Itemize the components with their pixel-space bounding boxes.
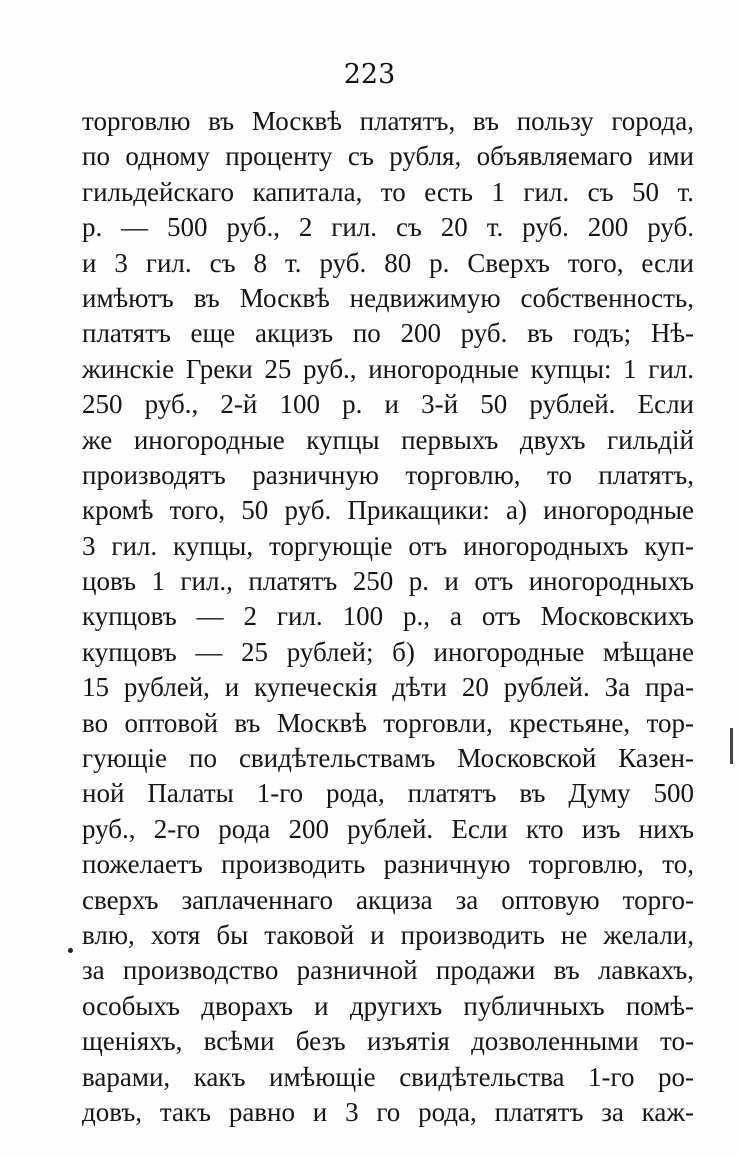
text-line: р. — 500 руб., 2 гил. съ 20 т. руб. 200 руб. <box>82 212 694 243</box>
text-line: купцовъ — 2 гил. 100 р., а отъ Московскихъ <box>82 601 694 632</box>
text-line: щеніяхъ, всѣми безъ изъятія дозволенными то- <box>82 1026 694 1057</box>
text-line: по одному проценту съ рубля, объявляемаго ими <box>82 141 694 172</box>
text-line: гильдейскаго капитала, то есть 1 гил. съ 50 т. <box>82 176 694 207</box>
margin-mark <box>730 728 733 764</box>
text-line: торговлю въ Москвѣ платятъ, въ пользу города, <box>82 106 694 136</box>
text-line: купцовъ — 25 рублей; б) иногородные мѣщане <box>82 636 694 667</box>
text-line: руб., 2-го рода 200 рублей. Если кто изъ нихъ <box>82 813 694 844</box>
text-line: 3 гил. купцы, торгующіе отъ иногородныхъ куп- <box>82 530 694 561</box>
text-line: за производство разничной продажи въ лавкахъ, <box>82 955 694 986</box>
text-line: ной Палаты 1-го рода, платятъ въ Думу 500 <box>82 778 694 809</box>
text-line: влю, хотя бы таковой и производить не желали, <box>82 919 694 950</box>
text-line: и 3 гил. съ 8 т. руб. 80 р. Сверхъ того, если <box>82 247 694 278</box>
text-line: платятъ еще акцизъ по 200 руб. въ годъ; Нѣ- <box>82 318 694 349</box>
text-line: производятъ разничную торговлю, то платятъ, <box>82 459 694 490</box>
text-line: цовъ 1 гил., платятъ 250 р. и отъ иногородныхъ <box>82 566 694 597</box>
text-line: 15 рублей, и купеческія дѣти 20 рублей. За пра- <box>82 672 694 703</box>
text-line: жинскіе Греки 25 руб., иногородные купцы: 1 гил. <box>82 353 694 384</box>
text-line: 250 руб., 2-й 100 р. и 3-й 50 рублей. Если <box>82 389 694 420</box>
text-line: сверхъ заплаченнаго акциза за оптовую торго- <box>82 884 694 915</box>
page-number: 223 <box>343 59 396 90</box>
text-line: особыхъ дворахъ и другихъ публичныхъ помѣ- <box>82 990 694 1021</box>
text-line: имѣютъ въ Москвѣ недвижимую собственность, <box>82 282 694 313</box>
text-line: во оптовой въ Москвѣ торговли, крестьяне, тор- <box>82 707 694 738</box>
text-line: довъ, такъ равно и 3 го рода, платятъ за каж- <box>82 1096 694 1127</box>
body-text <box>82 104 694 1130</box>
margin-dot <box>68 948 73 953</box>
text-line: пожелаетъ производить разничную торговлю, то, <box>82 849 694 880</box>
text-line: же иногородные купцы первыхъ двухъ гильдій <box>82 424 694 455</box>
text-line: кромѣ того, 50 руб. Прикащики: а) иногородные <box>82 495 694 526</box>
text-line: гующіе по свидѣтельствамъ Московской Казен- <box>82 743 694 774</box>
text-line: варами, какъ имѣющіе свидѣтельства 1-го ро- <box>82 1061 694 1092</box>
